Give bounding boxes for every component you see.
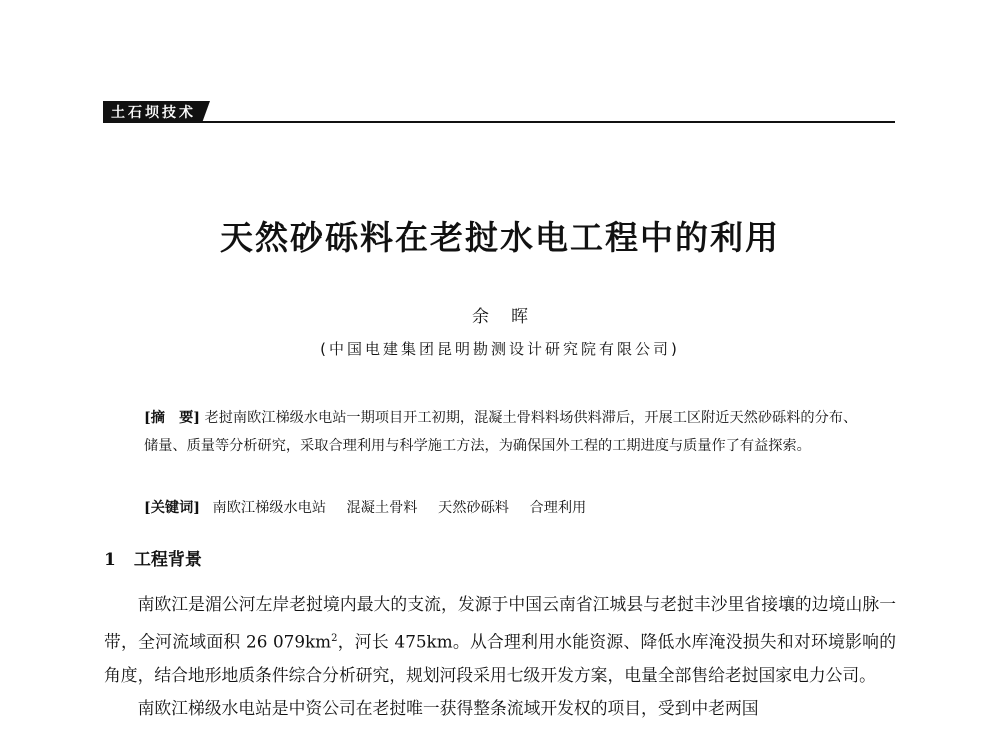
section-tag [103,101,202,123]
section-tag-tail [202,101,210,123]
body-text-run: ，河长 475km。从合理利用水能资源、降低水库淹没损失和对环境影响的角度，结合地形地质条件综合分析研究，规划河段采用七级开发方案，电量全部售给老挝国家电力公司。 [104,631,897,685]
keyword-item: 合理利用 [529,500,587,516]
keyword-item: 天然砂砾料 [438,500,509,516]
section-number: 1 [104,550,116,570]
abstract-label: [摘 要] [144,410,200,426]
keywords [144,496,864,520]
section-heading [104,545,202,570]
keywords-label: [关键词] [144,500,200,516]
keyword-item: 南欧江梯级水电站 [212,500,327,516]
section-tag-label: 土石坝技术 [111,105,196,121]
body-paragraph: 南欧江梯级水电站是中资公司在老挝唯一获得整条流域开发权的项目，受到中老两国 [137,698,759,719]
body-text-run: 南欧江是湄公河左岸老挝境内最大的支流，发源于中国云南省江城县与老挝丰沙里省接壤的边境山脉一带，全河流域面积 26 079km [104,594,896,652]
superscript: 2 [331,632,338,644]
keyword-item: 混凝土骨料 [346,500,418,516]
journal-header [103,101,895,123]
abstract [144,404,864,460]
section-title: 工程背景 [133,550,202,570]
body-text [104,588,896,726]
body-paragraph [104,588,896,692]
header-rule [103,121,895,123]
abstract-text: 老挝南欧江梯级水电站一期项目开工初期，混凝土骨料料场供料滞后，开展工区附近天然砂砾料的分布、储量、质量等分析研究，采取合理利用与科学施工方法，为确保国外工程的工期进度与质量作了有益探索。 [144,410,858,454]
article-affiliation: (中国电建集团昆明勘测设计研究院有限公司) [320,340,680,358]
article-author: 余晖 [472,307,550,327]
article-title: 天然砂砾料在老挝水电工程中的利用 [220,218,780,257]
